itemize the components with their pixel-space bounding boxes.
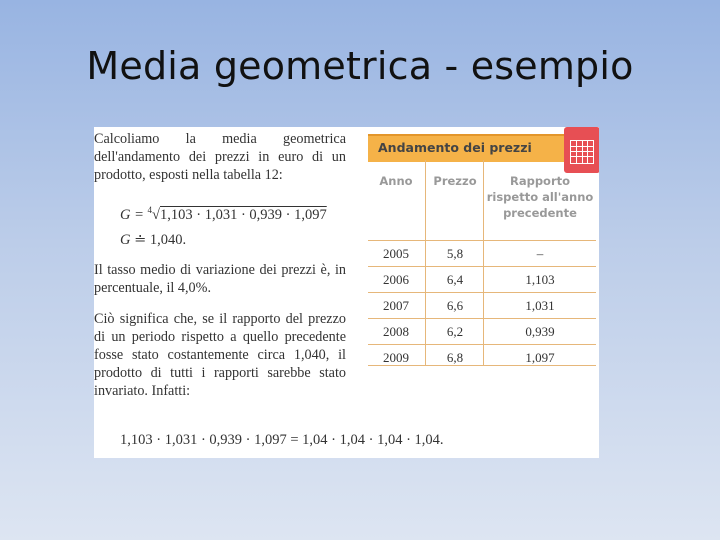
formula-lhs: G =	[120, 206, 144, 223]
table-header-bar	[368, 134, 596, 162]
formula-radicand: 1,103 · 1,031 · 0,939 · 1,097	[159, 206, 327, 223]
cell-anno: 2009	[383, 350, 409, 365]
cell-prezzo: 6,8	[446, 350, 464, 365]
table-body	[368, 240, 596, 370]
root-index: 4	[147, 205, 153, 215]
cell-prezzo: 6,2	[446, 324, 464, 339]
geometric-mean-formula	[120, 201, 327, 224]
fourth-root-symbol: $^4$√	[147, 205, 160, 223]
cell-rapporto: 1,031	[525, 298, 555, 313]
cell-prezzo: 6,4	[446, 272, 464, 287]
verification-formula: 1,103 · 1,031 · 0,939 · 1,097 = 1,04 · 1,04 · 1,04 · 1,04.	[120, 432, 444, 448]
table-column-headers	[368, 160, 596, 240]
column-header-rapporto: Rapporto rispetto all'anno precedente	[486, 174, 594, 220]
textbook-excerpt	[94, 127, 599, 458]
intro-paragraph: Calcoliamo la media geometrica dell'andamento dei prezzi in euro di un prodotto, esposti nella tabella 12:	[94, 131, 346, 183]
result-lhs: G	[120, 232, 131, 248]
geometric-mean-result	[120, 231, 186, 249]
slide-title: Media geometrica - esempio	[86, 44, 634, 88]
rate-paragraph: Il tasso medio di variazione dei prezzi è, in percentuale, il 4,0%.	[94, 262, 346, 296]
cell-anno: 2008	[383, 324, 409, 339]
cell-rapporto: 1,103	[525, 272, 555, 287]
table-row	[368, 266, 596, 292]
column-header-anno: Anno	[379, 174, 413, 188]
cell-rapporto: –	[536, 246, 544, 261]
result-rhs: ≐ 1,040.	[134, 232, 187, 248]
cell-rapporto: 1,097	[525, 350, 555, 365]
column-header-prezzo: Prezzo	[433, 174, 477, 188]
meaning-paragraph: Ciò significa che, se il rapporto del prezzo di un periodo rispetto a quello precedente fosse stato costantemente circa 1,040, il prodotto di tutti i rapporti sarebbe stato invariato. Infatti:	[94, 311, 346, 399]
table-row	[368, 344, 596, 370]
table-title: Andamento dei prezzi	[378, 140, 532, 155]
table-bottom-border	[368, 365, 596, 366]
cell-prezzo: 5,8	[446, 246, 464, 261]
cell-anno: 2006	[383, 272, 409, 287]
table-row	[368, 318, 596, 344]
table-row	[368, 240, 596, 266]
cell-anno: 2007	[383, 298, 409, 313]
cell-prezzo: 6,6	[446, 298, 464, 313]
table-row	[368, 292, 596, 318]
cell-rapporto: 0,939	[525, 324, 555, 339]
cell-anno: 2005	[383, 246, 409, 261]
